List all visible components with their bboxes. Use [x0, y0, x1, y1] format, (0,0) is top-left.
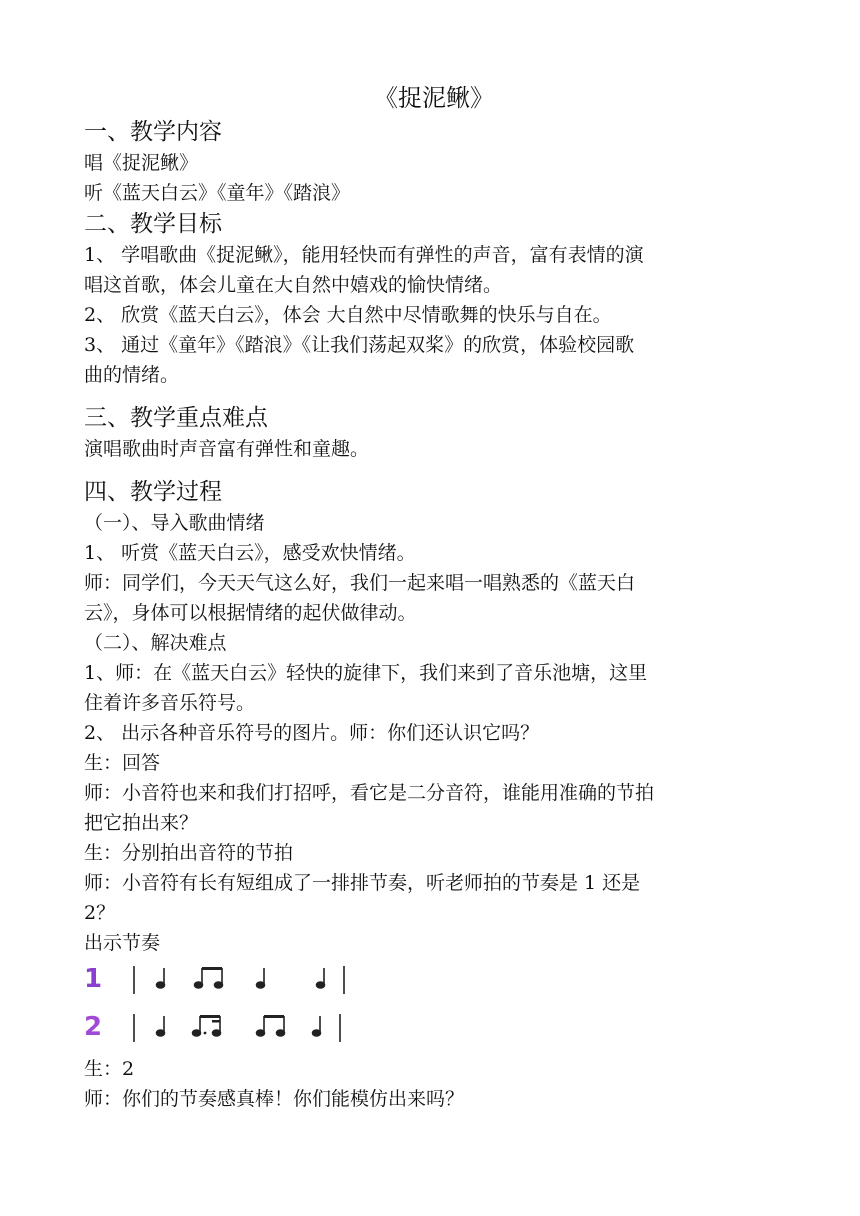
paragraph: 师：小音符有长有短组成了一排排节奏，听老师拍的节奏是 1 还是	[84, 872, 641, 894]
paragraph: 演唱歌曲时声音富有弹性和童趣。	[84, 438, 370, 460]
rhythm-label-2: 2	[84, 1012, 103, 1042]
subheading: （二）、解决难点	[84, 632, 227, 654]
paragraph: 2、 欣赏《蓝天白云》，体会 大自然中尽情歌舞的快乐与自在。	[84, 304, 612, 326]
paragraph: 云》，身体可以根据情绪的起伏做律动。	[84, 602, 417, 624]
document-page	[84, 80, 784, 1114]
document-title: 《捉泥鳅》	[374, 84, 494, 112]
paragraph: 听《蓝天白云》《童年》《踏浪》	[84, 182, 351, 204]
section-heading-process: 四、教学过程	[84, 479, 222, 505]
section-heading-content: 一、教学内容	[84, 119, 222, 145]
paragraph: 唱这首歌，体会儿童在大自然中嬉戏的愉快情绪。	[84, 274, 503, 296]
section-heading-goals: 二、教学目标	[84, 211, 222, 237]
paragraph: 1、 听赏《蓝天白云》，感受欢快情绪。	[84, 542, 416, 564]
rhythm-notation-2	[124, 1008, 404, 1048]
paragraph: 生：回答	[84, 752, 161, 774]
paragraph: 唱《捉泥鳅》	[84, 152, 199, 174]
paragraph: 生：2	[84, 1058, 135, 1080]
paragraph: 曲的情绪。	[84, 364, 180, 386]
paragraph: 2？	[84, 902, 116, 924]
rhythm-notation-1	[124, 960, 404, 1000]
paragraph: 师：小音符也来和我们打招呼，看它是二分音符，谁能用准确的节拍	[84, 782, 655, 804]
section-heading-key-points: 三、教学重点难点	[84, 405, 268, 431]
rhythm-figure-2	[84, 1006, 784, 1054]
paragraph: 出示节奏	[84, 932, 161, 954]
rhythm-label-1: 1	[84, 964, 103, 994]
paragraph: 1、 学唱歌曲《捉泥鳅》，能用轻快而有弹性的声音，富有表情的演	[84, 244, 644, 266]
paragraph: 住着许多音乐符号。	[84, 692, 256, 714]
paragraph: 师：你们的节奏感真棒！你们能模仿出来吗？	[84, 1088, 465, 1110]
paragraph: 3、 通过《童年》《踏浪》《让我们荡起双桨》的欣赏，体验校园歌	[84, 334, 635, 356]
subheading: （一）、导入歌曲情绪	[84, 512, 265, 534]
rhythm-figure-1	[84, 958, 784, 1006]
paragraph: 师：同学们，今天天气这么好，我们一起来唱一唱熟悉的《蓝天白	[84, 572, 636, 594]
paragraph: 生：分别拍出音符的节拍	[84, 842, 294, 864]
paragraph: 1、师：在《蓝天白云》轻快的旋律下，我们来到了音乐池塘，这里	[84, 662, 648, 684]
paragraph: 2、 出示各种音乐符号的图片。师：你们还认识它吗？	[84, 722, 540, 744]
paragraph: 把它拍出来？	[84, 812, 199, 834]
